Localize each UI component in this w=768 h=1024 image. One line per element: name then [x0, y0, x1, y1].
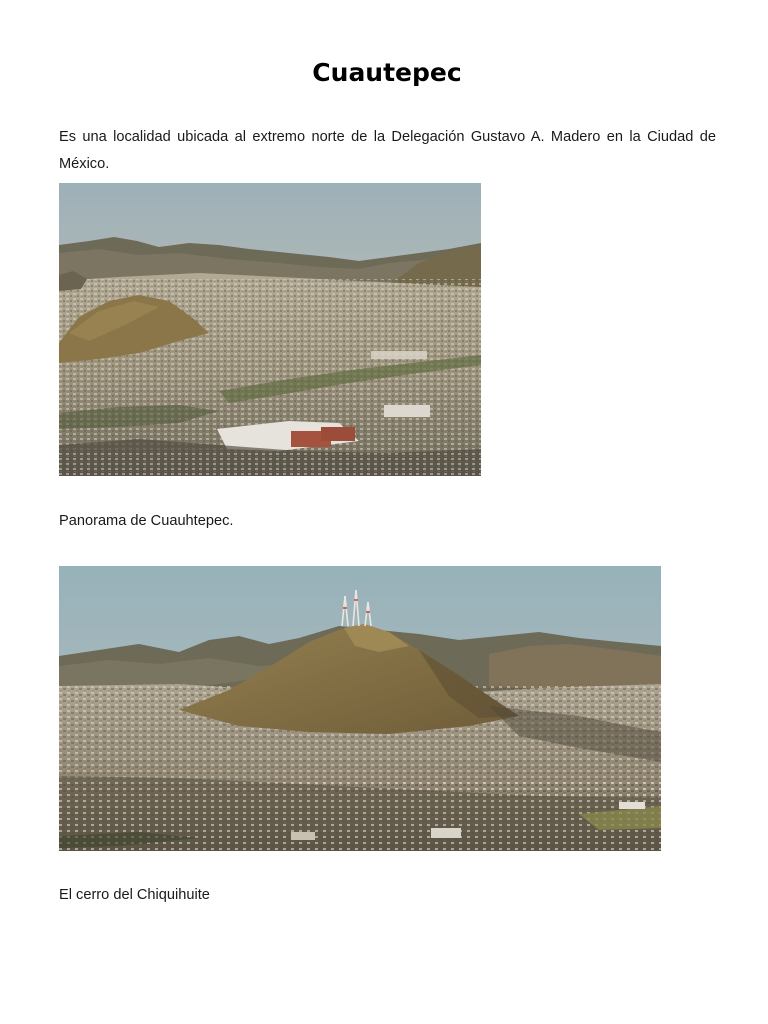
chiquihuite-photo	[59, 566, 661, 851]
intro-paragraph: Es una localidad ubicada al extremo norte de la Delegación Gustavo A. Madero en la Ciudad de México.	[59, 129, 716, 172]
page-title: Cuautepec	[312, 58, 462, 87]
panorama-caption: Panorama de Cuauhtepec.	[59, 513, 234, 529]
panorama-photo	[59, 183, 481, 476]
chiquihuite-caption: El cerro del Chiquihuite	[59, 887, 210, 903]
